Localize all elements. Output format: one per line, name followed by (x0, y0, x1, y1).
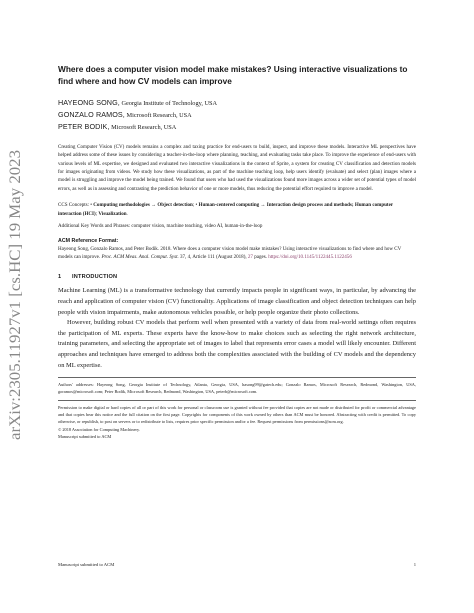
author-entry (58, 97, 416, 109)
intro-paragraph: Machine Learning (ML) is a transformative technology that currently impacts people in significant ways, in particular, by advancing the reach and application of computer vision (CV) functionality. Applications of image classification and object detection techniques can help people with vision impairments, make autonomous vehicles possible, or help people organize their photo collections. (58, 287, 416, 316)
page-number: 1 (413, 562, 416, 567)
abstract: Creating Computer Vision (CV) models remains a complex and taxing practice for end-users to build, inspect, and improve these models. Interactive ML perspectives have helped address some of these issues by considering a teacher-in-the-loop where planning, teaching, and evaluating tasks take place. To improve the experience of end-users with various levels of ML expertise, we designed and evaluated two interactive visualizations in the context of Sprite, a system for creating CV classification and detection models for images originating from videos. We study how these visualizations, as part of the machine teaching loop, help users identify (evaluate) and select (plan) images where a model is struggling and improve the model being trained. We found that users who had used the visualizations found more images across a wider set of potential types of model errors, as well as in assessing and contrasting the prediction behavior of one or more models, thus reducing the potential effort required to improve a model. (58, 143, 416, 192)
section-number: 1 (58, 274, 62, 281)
reference-format (58, 245, 416, 262)
author-affiliation: Microsoft Research, USA (109, 123, 177, 131)
intro-paragraph: However, building robust CV models that perform well when presented with a variety of data from real-world settings often requires the participation of ML experts. These experts have the know-how to make choices such as selecting the right network architecture, training parameters, and selecting the appropriate set of images to label that represents error cases a model will likely encounter. Different approaches and techniques have emerged to address both the complexities associated with the building of CV models and the dependency on ML expertise. (58, 319, 416, 369)
reference-heading: ACM Reference Format: (58, 237, 119, 244)
footnote-divider (58, 377, 416, 378)
author-entry (58, 121, 416, 133)
ccs-term: Human-centered computing (198, 202, 260, 209)
author-affiliation: Microsoft Research, USA (124, 111, 192, 119)
reference-pages: pages. (252, 253, 269, 260)
page-footer (58, 561, 416, 568)
ccs-separator: ; • (192, 202, 199, 209)
footer-text: Manuscript submitted to ACM (58, 562, 115, 567)
ccs-term: Object detection (157, 202, 193, 209)
paper-title: Where does a computer vision model make mistakes? Using interactive visualizations to find where and how CV models can improve (58, 64, 408, 86)
author-affiliation: Georgia Institute of Technology, USA (119, 99, 218, 107)
permission-block (58, 400, 416, 439)
authors-footnote: Authors' addresses: Hayeong Song, Georgia Institute of Technology, Atlanta, Georgia, USA, hasong99@gatech.edu; Gonzalo Ramos, Microsoft Research, Redmond, Washington, USA, goramos@microsoft.com; Peter Bodik, Microsoft Research, Redmond, Washington, USA, peterb@microsoft.com. (58, 382, 416, 395)
ccs-arrow: → (259, 202, 267, 209)
author-name: GONZALO RAMOS, (58, 109, 125, 119)
ccs-concepts (58, 201, 416, 218)
section-heading (58, 273, 416, 281)
manuscript-note: Manuscript submitted to ACM (58, 433, 112, 439)
doi-link[interactable]: https://doi.org/10.1145/1122445.1122456 (268, 253, 352, 260)
author-entry (58, 109, 416, 121)
pages-link[interactable]: 27 (247, 253, 253, 260)
ccs-label: CCS Concepts: • (58, 202, 94, 209)
section-title: INTRODUCTION (72, 274, 118, 281)
author-list (58, 97, 416, 133)
ccs-term: Visualization (98, 210, 127, 217)
ccs-term: Interaction design process and methods; Human computer interaction (HCI) (58, 202, 394, 217)
arxiv-stamp-text: arXiv:2305.11927v1 [cs.HC] 19 May 2023 (7, 172, 24, 440)
paper-page (58, 64, 416, 440)
ccs-arrow: → (149, 202, 158, 209)
arxiv-stamp (4, 150, 26, 440)
copyright-line: © 2018 Association for Computing Machinery. (58, 426, 140, 432)
reference-journal: Proc. ACM Meas. Anal. Comput. Syst. (101, 253, 179, 260)
author-name: PETER BODIK, (58, 121, 110, 131)
permission-text: Permission to make digital or hard copies of all or part of this work for personal or classroom use is granted without fee provided that copies are not made or distributed for profit or commercial advantage and that copies bear this notice and the full citation on the first page. Copyrights for components of this work owned by others than ACM must be honored. Abstracting with credit is permitted. To copy otherwise, or republish, to post on servers or to redistribute to lists, requires prior specific permission and/or a fee. Request permissions from permissions@acm.org. (58, 405, 416, 425)
ccs-term: Computing methodologies (93, 202, 150, 209)
reference-details: 37, 4, Article 111 (August 2018), (178, 253, 248, 260)
reference-text: Hayeong Song, Gonzalo Ramos, and Peter Bodik. 2018. Where does a computer vision model make mistakes? Using interactive visualizations to find where and how CV models can improve. (58, 245, 402, 260)
ccs-end: . (126, 210, 128, 217)
ccs-separator: ; (95, 210, 99, 217)
author-name: HAYEONG SONG, (58, 97, 120, 107)
keywords: Additional Key Words and Phrases: computer vision, machine teaching, video AI, human-in-the-loop (58, 223, 263, 230)
